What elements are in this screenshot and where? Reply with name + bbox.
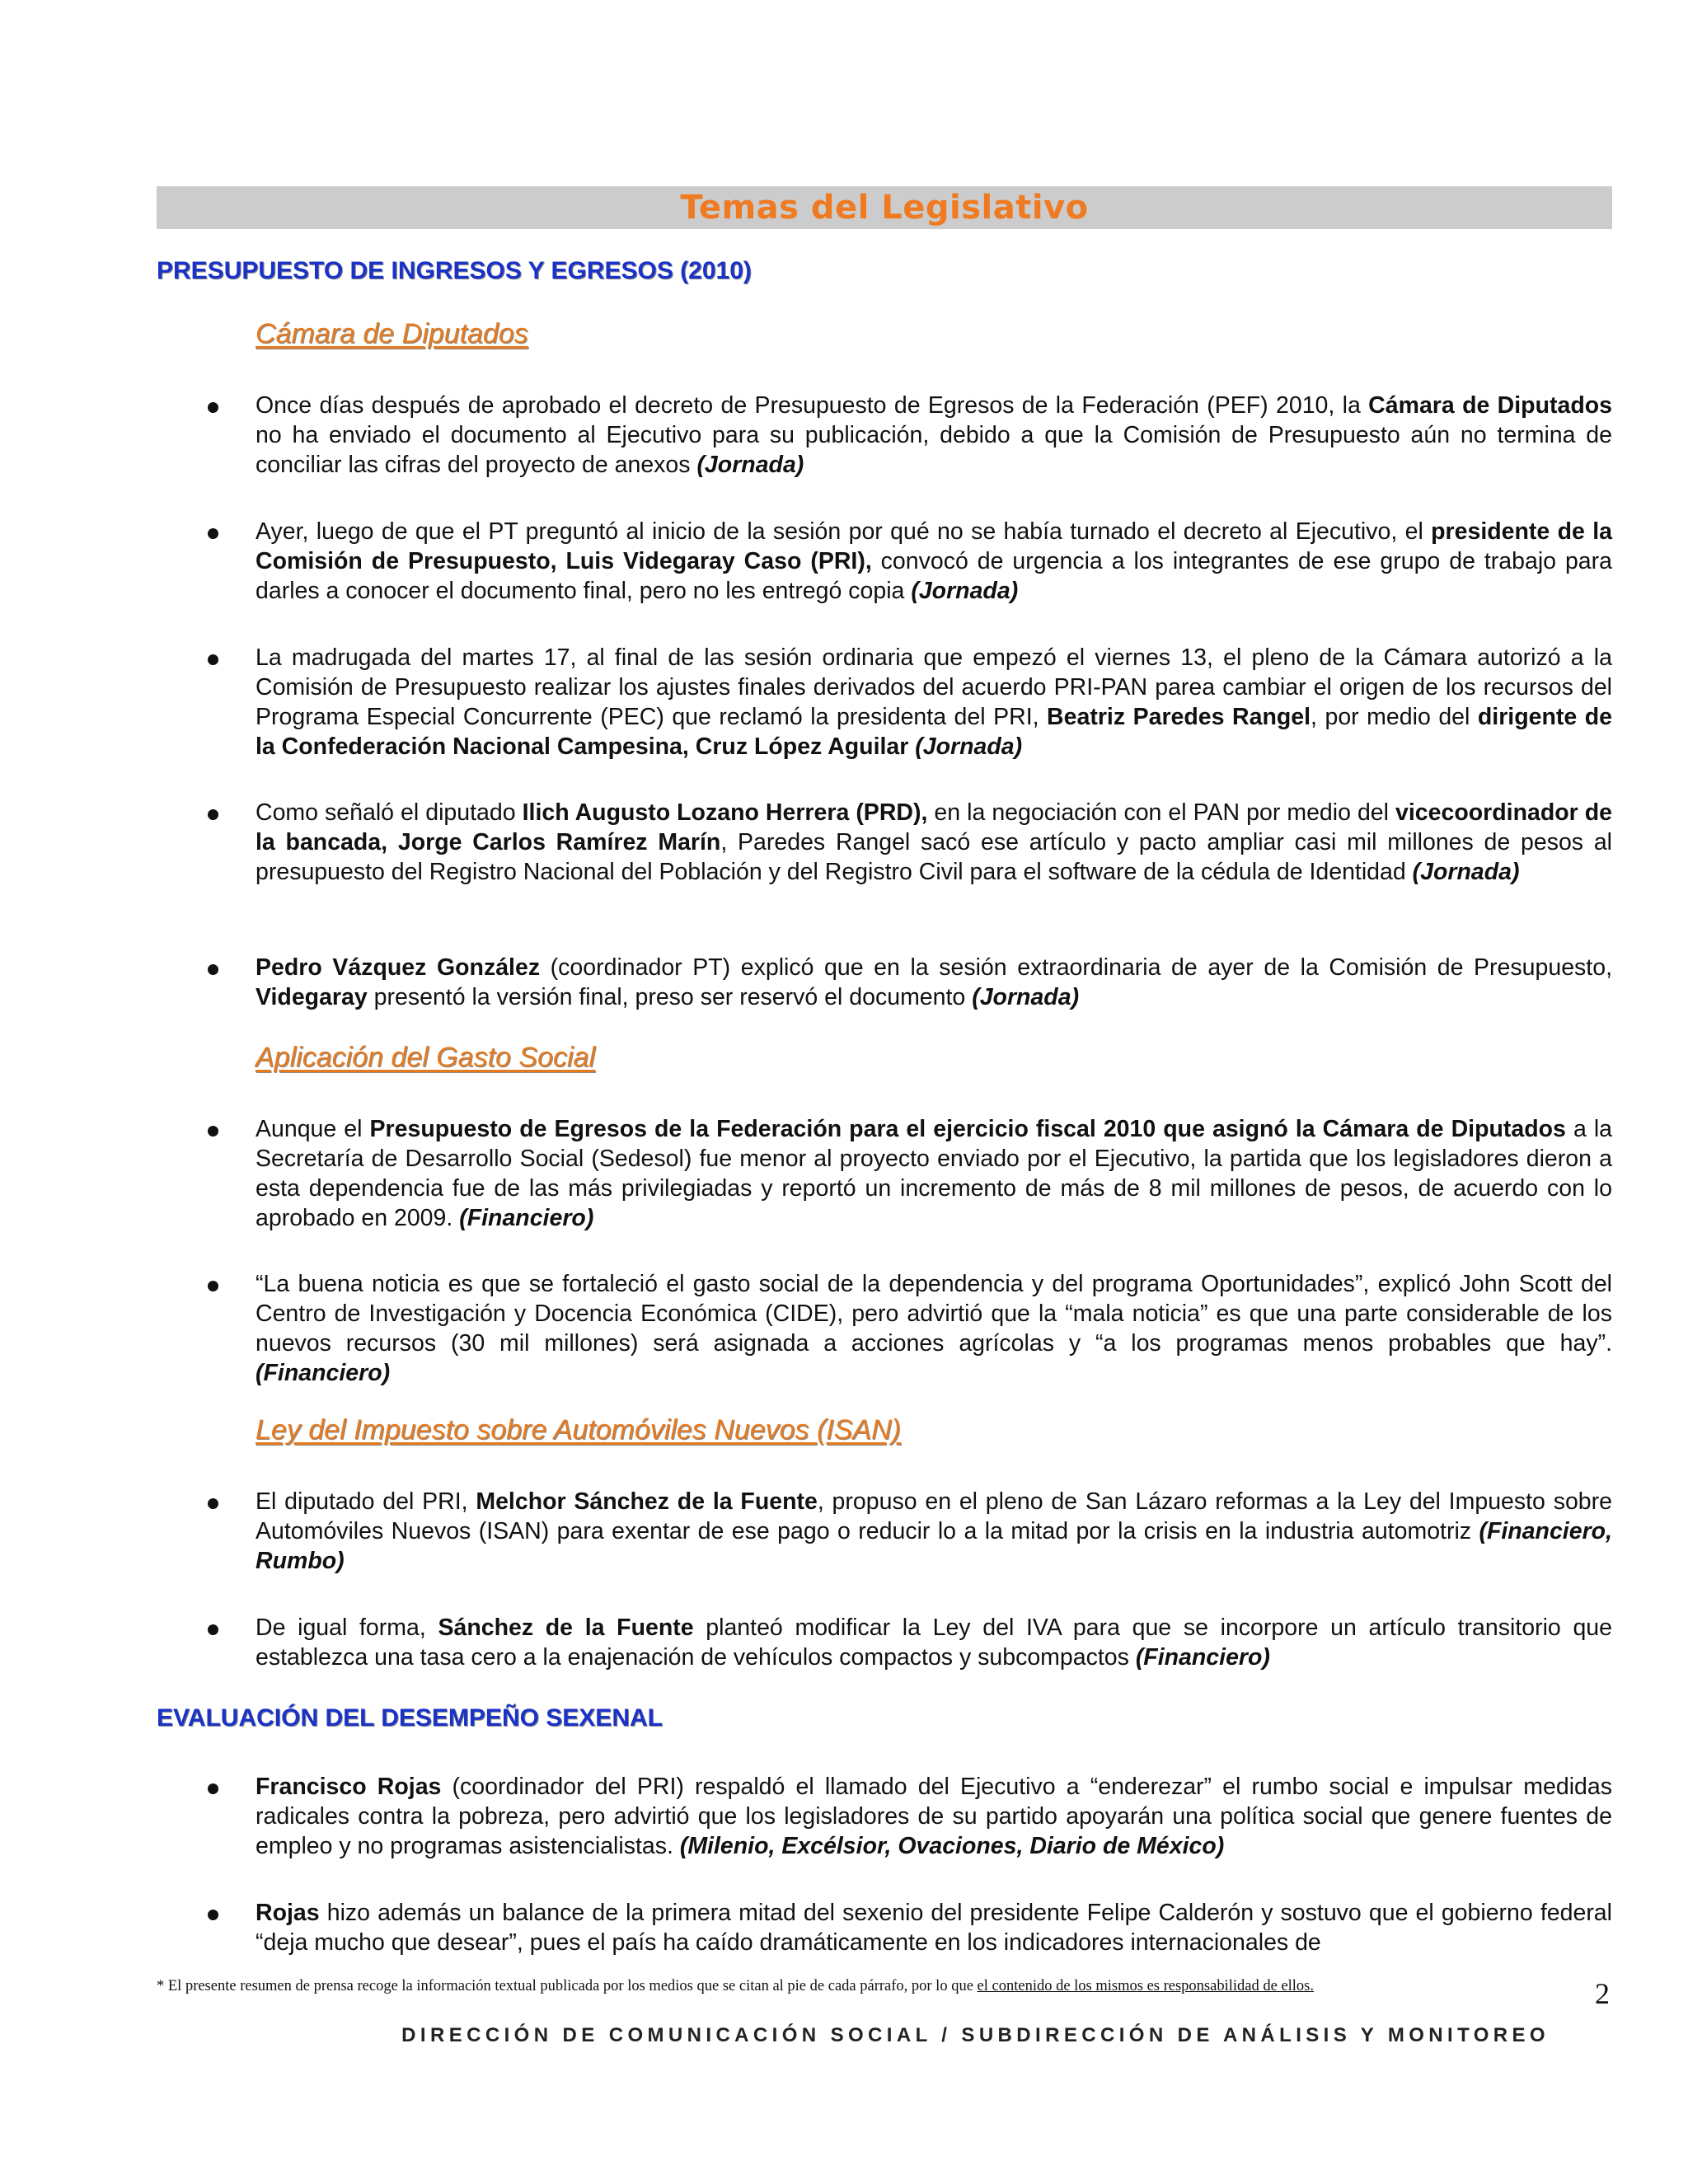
bullet-icon bbox=[208, 809, 218, 820]
bullet-icon bbox=[208, 964, 218, 975]
bullet-icon bbox=[208, 528, 218, 539]
bullet-icon bbox=[208, 1910, 218, 1920]
text-run: El diputado del PRI, bbox=[256, 1488, 476, 1515]
source-citation: (Financiero) bbox=[256, 1360, 391, 1386]
source-citation: (Jornada) bbox=[696, 452, 804, 478]
bold-text: Videgaray bbox=[256, 984, 368, 1010]
paragraph bbox=[256, 1898, 1612, 1957]
text-run: a la Secretaría de Desarrollo Social (Sedesol) fue menor al proyecto enviado por el Ejecutivo, la partida que los legisladores dieron a esta dependencia fue de las más privilegiadas y reportó un incremento de más de 8 mil millones de pesos, de acuerdo con lo aprobado en 2009. bbox=[256, 1116, 1613, 1231]
paragraph bbox=[256, 1269, 1612, 1388]
source-citation: (Milenio, Excélsior, Ovaciones, Diario de México) bbox=[679, 1833, 1225, 1859]
bullet-icon bbox=[208, 1126, 218, 1137]
text-run: De igual forma, bbox=[256, 1615, 438, 1641]
text-run: presentó la versión final, preso ser reservó el documento bbox=[367, 984, 973, 1010]
bold-text: Beatriz Paredes Rangel bbox=[1047, 704, 1311, 730]
text-run: Aunque el bbox=[256, 1116, 370, 1142]
paragraph bbox=[256, 1772, 1612, 1861]
bullet-icon bbox=[208, 1281, 218, 1291]
text-run: en la negociación con el PAN por medio del bbox=[927, 799, 1396, 826]
source-citation: (Jornada) bbox=[1412, 859, 1520, 885]
bullet-icon bbox=[208, 1498, 218, 1509]
footnote-text: * El presente resumen de prensa recoge la información textual publicada por los medios que se citan al pie de cada párrafo, por lo que bbox=[157, 1978, 978, 1994]
footnote-underlined-text: el contenido de los mismos es responsabilidad de ellos. bbox=[977, 1978, 1315, 1994]
paragraph bbox=[256, 643, 1612, 762]
text-run: , Paredes Rangel sacó ese artículo y pacto ampliar casi mil millones de pesos al presupuesto del Registro Nacional del Población y del Registro Civil para el software de la cédula de Identidad bbox=[256, 829, 1613, 885]
text-run: Como señaló el diputado bbox=[256, 799, 523, 826]
bold-text: presidente de la Comisión de Presupuesto, Luis Videgaray Caso (PRI), bbox=[256, 518, 1612, 574]
text-run: (coordinador del PRI) respaldó el llamado del Ejecutivo a “enderezar” el rumbo social e impulsar medidas radicales contra la pobreza, pero advirtió que los legisladores de su partido apoyarán una política social que genere fuentes de empleo y no programas asistencialistas. bbox=[256, 1774, 1613, 1859]
paragraph bbox=[256, 798, 1612, 887]
source-citation: (Jornada) bbox=[972, 984, 1080, 1010]
bullet-icon bbox=[208, 402, 218, 413]
source-citation: (Financiero, Rumbo) bbox=[256, 1518, 1612, 1574]
text-run: , propuso en el pleno de San Lázaro reformas a la Ley del Impuesto sobre Automóviles Nuevos (ISAN) para exentar de ese pago o reducir lo a la mitad por la crisis en la industria automotriz bbox=[256, 1488, 1612, 1544]
text-run: , por medio del bbox=[1311, 704, 1478, 730]
section-title-evaluacion: EVALUACIÓN DEL DESEMPEÑO SEXENAL bbox=[157, 1704, 663, 1732]
bold-text: Rojas bbox=[256, 1900, 320, 1926]
paragraph bbox=[256, 953, 1612, 1012]
text-run: hizo además un balance de la primera mitad del sexenio del presidente Felipe Calderón y sostuvo que el gobierno federal “deja mucho que desear”, pues el país ha caído dramáticamente en los indicadores internacionales de bbox=[256, 1900, 1612, 1956]
bold-text: Cámara de Diputados bbox=[1368, 392, 1612, 419]
subsection-title-isan: Ley del Impuesto sobre Automóviles Nuevos (ISAN) bbox=[256, 1414, 901, 1446]
paragraph bbox=[256, 517, 1612, 606]
page-footer: DIRECCIÓN DE COMUNICACIÓN SOCIAL / SUBDIRECCIÓN DE ANÁLISIS Y MONITOREO bbox=[401, 2024, 1550, 2046]
section-title-presupuesto: PRESUPUESTO DE INGRESOS Y EGRESOS (2010) bbox=[157, 257, 752, 284]
text-run: Once días después de aprobado el decreto de Presupuesto de Egresos de la Federación (PEF) 2010, la bbox=[256, 392, 1369, 419]
page-header-banner bbox=[157, 186, 1612, 229]
text-run: “La buena noticia es que se fortaleció el gasto social de la dependencia y del programa Oportunidades”, explicó John Scott del Centro de Investigación y Docencia Económica (CIDE), pero advirtió que la “mala noticia” es que una parte considerable de los nuevos recursos (30 mil millones) será asignada a acciones agrícolas y “a los programas menos probables que hay”. bbox=[256, 1271, 1612, 1357]
paragraph bbox=[256, 1613, 1612, 1672]
bold-text: Presupuesto de Egresos de la Federación para el ejercicio fiscal 2010 que asignó la Cámara de Diputados bbox=[369, 1116, 1566, 1142]
bold-text: Francisco Rojas bbox=[256, 1774, 442, 1800]
source-citation: (Financiero) bbox=[1135, 1644, 1270, 1671]
subsection-title-camara: Cámara de Diputados bbox=[256, 318, 528, 349]
paragraph bbox=[256, 1114, 1612, 1233]
source-citation: (Jornada) bbox=[915, 733, 1023, 760]
paragraph bbox=[256, 391, 1612, 480]
bold-text: Pedro Vázquez González bbox=[256, 954, 541, 981]
bold-text: Ilich Augusto Lozano Herrera (PRD), bbox=[522, 799, 928, 826]
text-run: no ha enviado el documento al Ejecutivo para su publicación, debido a que la Comisión de Presupuesto aún no termina de conciliar las cifras del proyecto de anexos bbox=[256, 422, 1612, 478]
bullet-icon bbox=[208, 1624, 218, 1635]
source-citation: (Financiero) bbox=[459, 1205, 594, 1231]
subsection-title-gasto-social: Aplicación del Gasto Social bbox=[256, 1042, 596, 1073]
bold-text: dirigente de la Confederación Nacional Campesina, Cruz López Aguilar bbox=[256, 704, 1612, 760]
bold-text: vicecoordinador de la bancada, Jorge Carlos Ramírez Marín bbox=[256, 799, 1613, 855]
page-title: Temas del Legislativo bbox=[680, 189, 1089, 227]
text-run: La madrugada del martes 17, al final de las sesión ordinaria que empezó el viernes 13, el pleno de la Cámara autorizó a la Comisión de Presupuesto realizar los ajustes finales derivados del acuerdo PRI-PAN parea cambiar el origen de los recursos del Programa Especial Concurrente (PEC) que reclamó la presidenta del PRI, bbox=[256, 644, 1612, 730]
bold-text: Melchor Sánchez de la Fuente bbox=[476, 1488, 818, 1515]
page-number: 2 bbox=[1595, 1977, 1610, 2010]
text-run: planteó modificar la Ley del IVA para que se incorpore un artículo transitorio que establezca una tasa cero a la enajenación de vehículos compactos y subcompactos bbox=[256, 1615, 1612, 1671]
bullet-icon bbox=[208, 1783, 218, 1794]
text-run: convocó de urgencia a los integrantes de ese grupo de trabajo para darles a conocer el documento final, pero no les entregó copia bbox=[256, 548, 1612, 604]
source-citation: (Jornada) bbox=[911, 578, 1019, 604]
bold-text: Sánchez de la Fuente bbox=[438, 1615, 694, 1641]
bullet-icon bbox=[208, 654, 218, 665]
text-run: (coordinador PT) explicó que en la sesión extraordinaria de ayer de la Comisión de Presupuesto, bbox=[540, 954, 1612, 981]
footnote bbox=[157, 1978, 1525, 1995]
text-run: Ayer, luego de que el PT preguntó al inicio de la sesión por qué no se había turnado el decreto al Ejecutivo, el bbox=[256, 518, 1432, 545]
paragraph bbox=[256, 1487, 1612, 1576]
